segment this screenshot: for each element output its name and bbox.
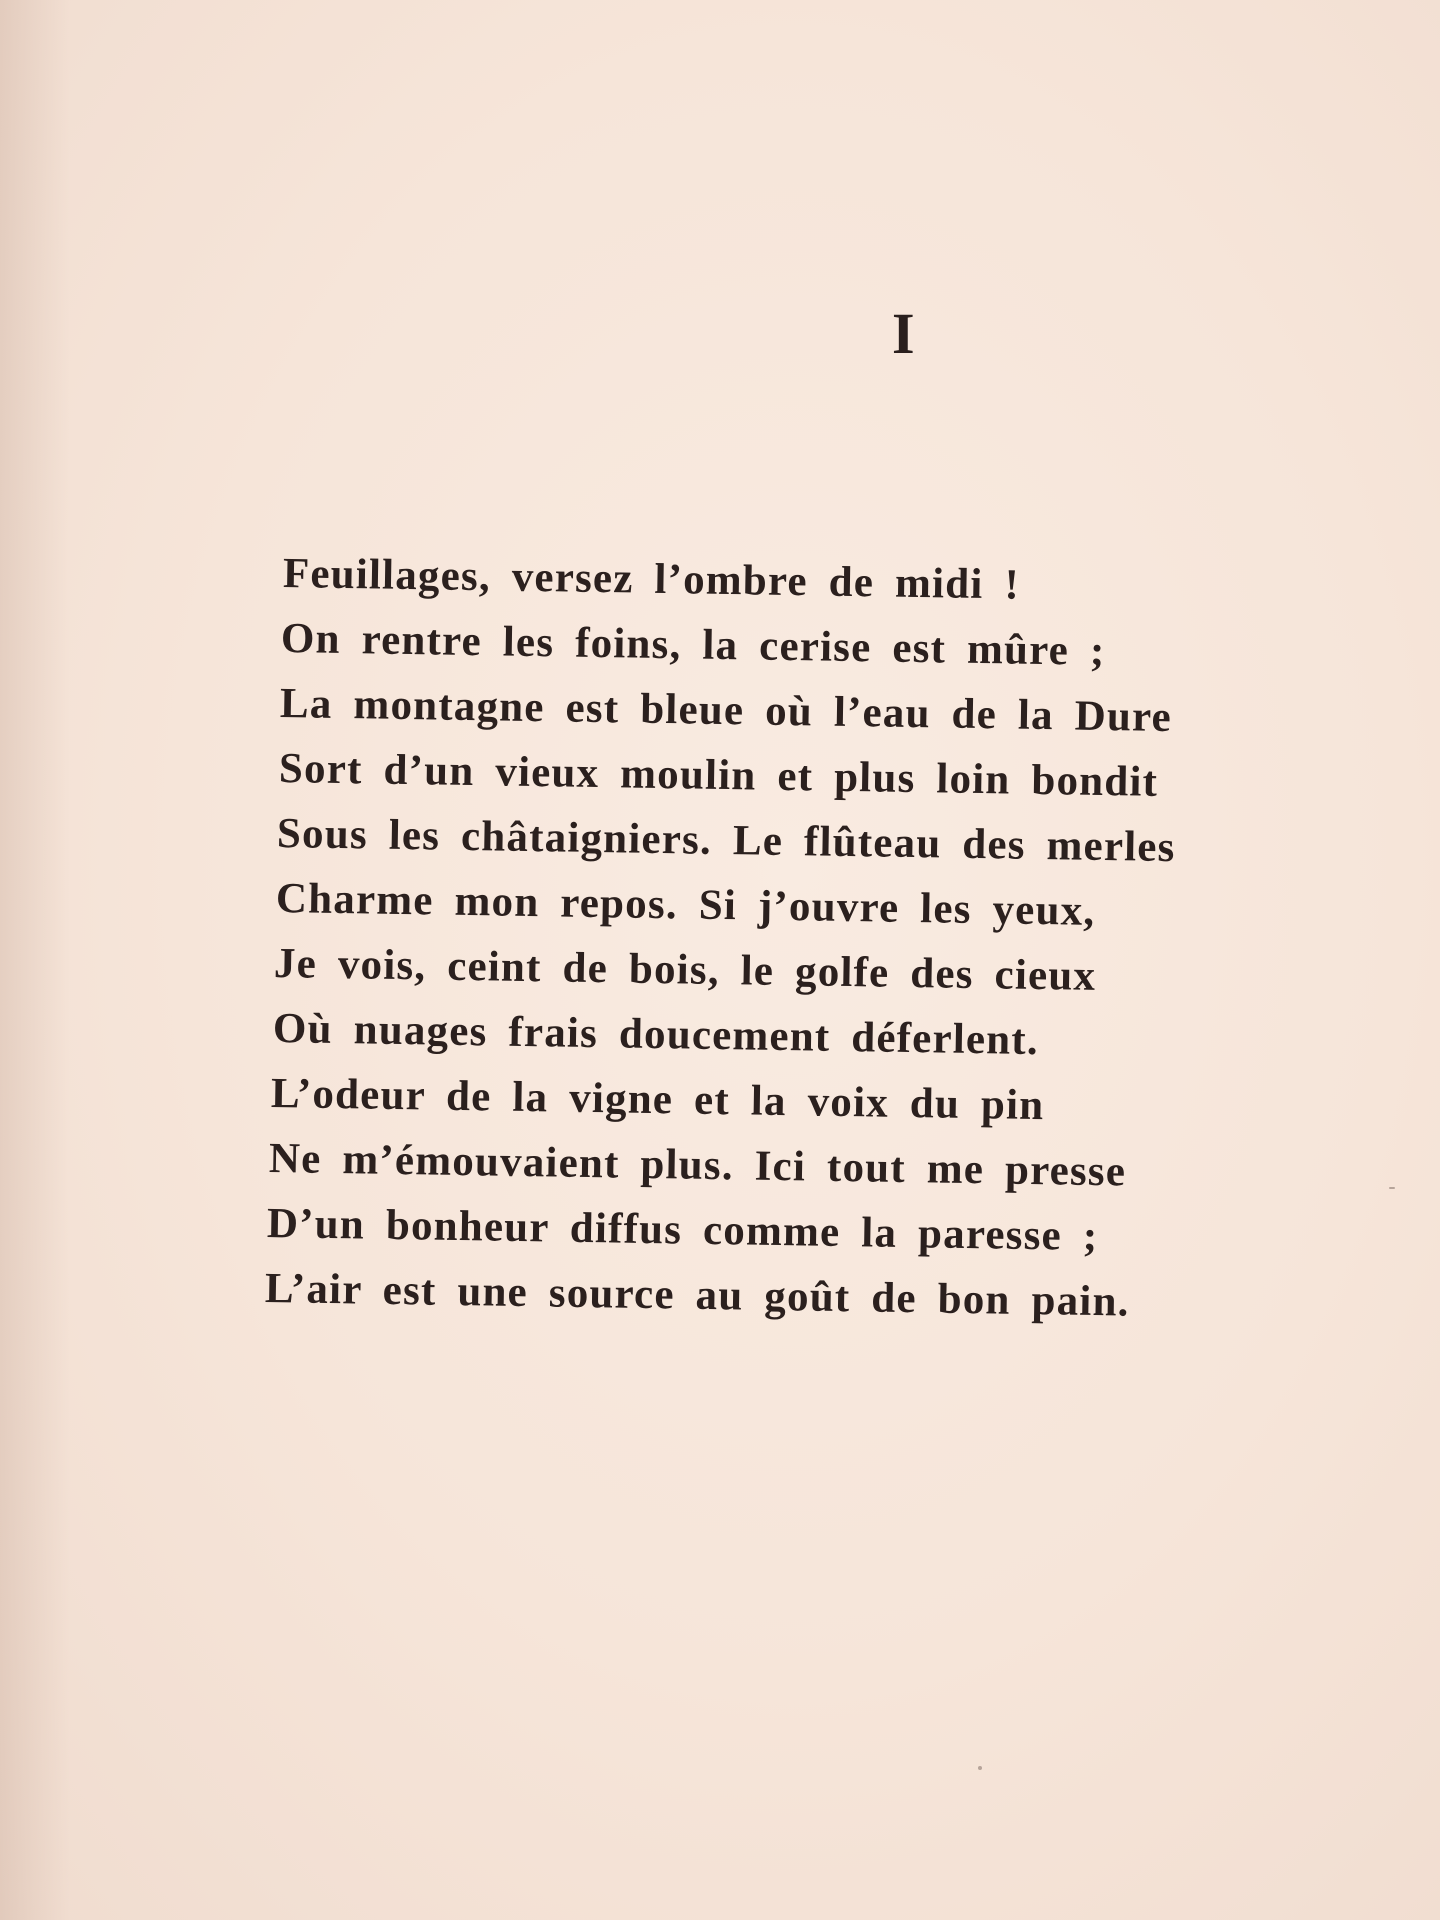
poem-line-6: Charme mon repos. Si j’ouvre les yeux, <box>275 875 1096 935</box>
poem-line-1: Feuillages, versez l’ombre de midi ! <box>282 550 1021 609</box>
paper-speck <box>1389 1187 1395 1189</box>
poem-line-11: D’un bonheur diffus comme la paresse ; <box>266 1200 1099 1261</box>
paper-speck <box>978 1766 982 1770</box>
poem-line-8: Où nuages frais doucement déferlent. <box>272 1005 1040 1065</box>
poem-line-3: La montagne est bleue où l’eau de la Dure <box>279 680 1173 742</box>
chapter-number: I <box>892 301 915 366</box>
poem-line-10: Ne m’émouvaient plus. Ici tout me presse <box>268 1135 1127 1196</box>
poem-line-4: Sort d’un vieux moulin et plus loin bondit <box>278 745 1159 806</box>
poem-line-12: L’air est une source au goût de bon pain. <box>264 1265 1130 1326</box>
poem-line-2: On rentre les foins, la cerise est mûre ; <box>280 615 1106 675</box>
poem-line-9: L’odeur de la vigne et la voix du pin <box>270 1070 1045 1130</box>
poem-line-7: Je vois, ceint de bois, le golfe des cieux <box>273 940 1097 1000</box>
poem-line-5: Sous les châtaigniers. Le flûteau des merles <box>276 810 1176 872</box>
